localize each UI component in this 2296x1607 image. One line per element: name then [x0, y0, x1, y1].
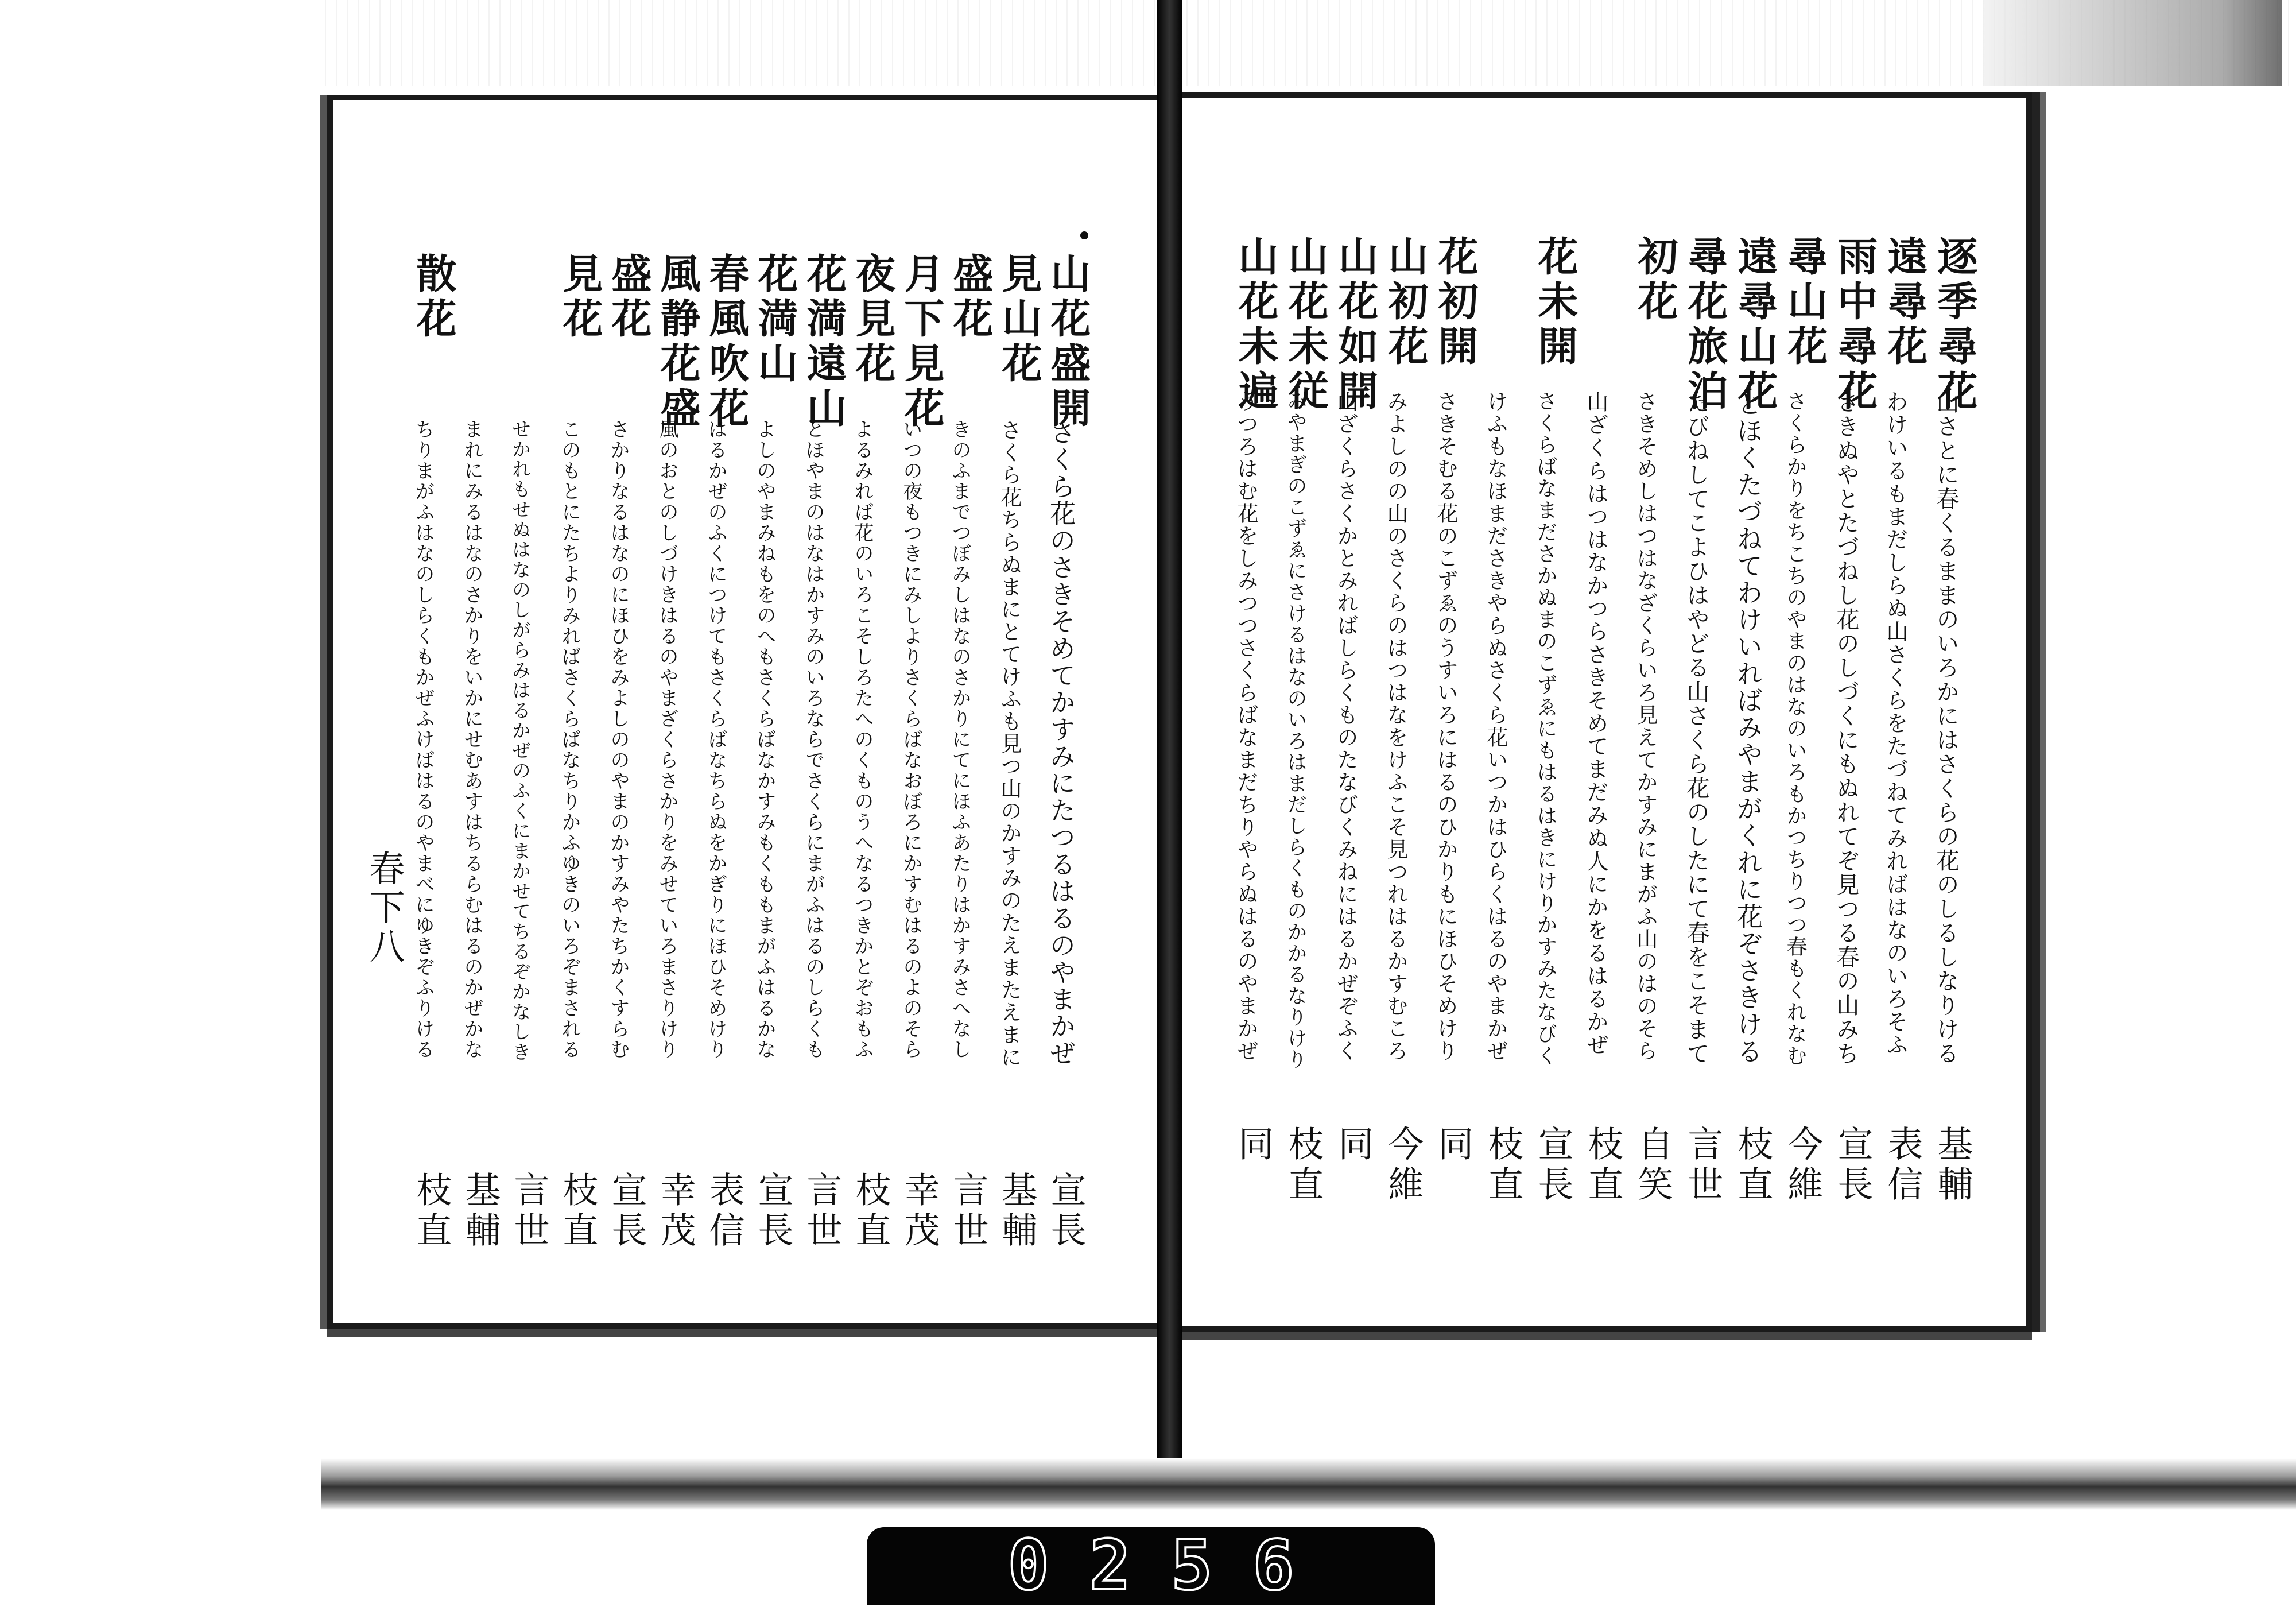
left-poet-name: 枝直	[557, 1171, 599, 1252]
left-poem-text: ちりまがふはなのしらくもかぜふけばはるのやまべにゆきぞふりける	[412, 419, 435, 1060]
right-poem-text: みやまぎのこずゑにさけるはなのいろはまだしらくものかかるなりけり	[1284, 390, 1307, 1070]
left-poem-text: さくら花のさきそめてかすみにたつるはるのやまかぜ	[1045, 419, 1076, 1067]
right-poem-text: さきそめしはつはなざくらいろ見えてかすみにまがふ山のはのそら	[1633, 390, 1658, 1062]
left-poem-text: いつの夜もつきにみしよりさくらばなおぼろにかすむはるのよのそら	[899, 419, 922, 1060]
right-poet-name: 枝直	[1732, 1125, 1774, 1206]
left-poet-name: 幸茂	[898, 1171, 940, 1252]
right-poem-text: 山ざくらさくかとみればしらくものたなびくみねにはるかぜぞふく	[1333, 390, 1358, 1062]
reel-number: 0256	[1007, 1526, 1335, 1606]
left-poem-title: 花満遠山	[800, 253, 848, 432]
right-poem-text: さくらかりをちこちのやまのはなのいろもかつちりつつ春もくれなむ	[1783, 390, 1807, 1067]
right-poem-title: 山花未従	[1282, 235, 1329, 415]
left-poem-text: まれにみるはなのさかりをいかにせむあすはちるらむはるのかぜかな	[460, 419, 483, 1060]
left-poet-name: 宣長	[606, 1171, 647, 1252]
reel-number-plate	[867, 1527, 1435, 1605]
right-poem-title: 遠尋花	[1881, 235, 1929, 370]
scan-base-shadow	[321, 1458, 2296, 1510]
left-poem-title: 散花	[410, 253, 457, 342]
right-poem-text: たびねしてこよひはやどる山さくら花のしたにて春をこそまて	[1683, 390, 1709, 1066]
left-poet-name: 幸茂	[654, 1171, 696, 1252]
right-poem-title: 山花未遍	[1232, 235, 1279, 415]
left-poet-name: 言世	[947, 1171, 989, 1252]
right-poem-title: 逐季尋花	[1931, 235, 1979, 415]
right-poet-name: 同	[1232, 1125, 1274, 1165]
left-poem-text: 風のおとのしづけきはるのやまざくらさかりをみせていろまさりけり	[656, 419, 678, 1060]
left-poem-text: せかれもせぬはなのしがらみはるかぜのふくにまかせてちるぞかなしき	[509, 419, 532, 1062]
right-poem-title: 山花如開	[1332, 235, 1379, 415]
left-poet-name: 基輔	[459, 1171, 501, 1252]
left-poem-text: よしのやまみねもをのへもさくらばなかすみもくももまがふはるかな	[753, 419, 776, 1060]
left-poem-title: 見山花	[995, 253, 1043, 387]
right-poet-name: 今維	[1782, 1125, 1824, 1206]
left-poem-title: 盛花	[947, 253, 994, 342]
ink-dot	[1080, 231, 1088, 239]
left-poet-name: 宣長	[1045, 1171, 1087, 1252]
right-poet-name: 宣長	[1832, 1125, 1874, 1206]
right-poem-text: さきぬやとたづねし花のしづくにもぬれてぞ見つる春の山みち	[1833, 390, 1859, 1066]
right-poem-title: 遠尋山花	[1731, 235, 1779, 415]
right-poet-name: 表信	[1882, 1125, 1923, 1206]
right-poem-text: みよしのの山のさくらのはつはなをけふこそ見つれはるかすむころ	[1383, 390, 1408, 1062]
right-poem-text: 山さとに春くるままのいろかにはさくらの花のしるしなりける	[1933, 390, 1959, 1066]
right-poet-name: 枝直	[1282, 1125, 1324, 1206]
left-poet-name: 言世	[508, 1171, 550, 1252]
left-poem-text: さかりなるはなのにほひをみよしののやまのかすみやたちかくすらむ	[607, 419, 630, 1060]
right-poet-name: 枝直	[1582, 1125, 1624, 1206]
right-poem-title: 雨中尋花	[1831, 235, 1879, 415]
left-poem-title: 春風吹花	[703, 253, 750, 432]
right-poem-title: 尋花旅泊	[1681, 235, 1729, 415]
book-gutter	[1157, 0, 1182, 1504]
right-poem-text: わけいるもまだしらぬ山さくらをたづねてみればはなのいろそふ	[1883, 390, 1908, 1056]
left-poem-text: とほやまのはなはかすみのいろならでさくらにまがふはるのしらくも	[802, 419, 825, 1060]
left-poet-name: 枝直	[850, 1171, 891, 1252]
left-poem-text: きのふまでつぼみしはなのさかりにてにほふあたりはかすみさへなし	[948, 419, 971, 1060]
page-label: 春下八	[363, 850, 405, 967]
left-poem-text: よるみれば花のいろこそしろたへのくものうへなるつきかとぞおもふ	[851, 419, 874, 1060]
right-poet-name: 同	[1432, 1125, 1474, 1165]
left-poet-name: 宣長	[752, 1171, 794, 1252]
right-poem-title: 花初開	[1432, 235, 1479, 370]
left-poem-title: 山花盛開	[1044, 253, 1092, 432]
left-poem-title: 花満山	[751, 253, 799, 387]
left-poem-text: はるかぜのふくにつけてもさくらばなちらぬをかぎりにほひそめけり	[704, 419, 727, 1060]
right-poem-title: 山初花	[1382, 235, 1429, 370]
left-poet-name: 基輔	[996, 1171, 1038, 1252]
right-poet-name: 自笑	[1632, 1125, 1674, 1206]
left-poem-text: さくら花ちらぬまにとてけふも見つ山のかすみのたえまたえまに	[997, 419, 1022, 1068]
right-poet-name: 宣長	[1532, 1125, 1574, 1206]
right-poem-text: さくらばなまださかぬまのこずゑにもはるはきにけりかすみたなびく	[1534, 390, 1557, 1067]
right-poem-text: うつろはむ花をしみつつさくらばなまだちりやらぬはるのやまかぜ	[1234, 390, 1258, 1062]
left-poem-title: 盛花	[605, 253, 653, 342]
left-poem-title: 見花	[556, 253, 604, 342]
right-poem-title: 花未開	[1531, 235, 1579, 370]
right-poem-text: けふもなほまださきやらぬさくら花いつかはひらくはるのやまかぜ	[1483, 390, 1508, 1062]
left-poem-text: このもとにたちよりみればさくらばなちりかふゆきのいろぞまされる	[558, 419, 581, 1060]
right-poem-title: 初花	[1631, 235, 1679, 325]
left-poem-title: 風静花盛	[654, 253, 701, 432]
right-poem-text: とほくたづねてわけいればみやまがくれに花ぞさきける	[1732, 390, 1763, 1065]
left-poet-name: 枝直	[410, 1171, 452, 1252]
left-poet-name: 言世	[801, 1171, 843, 1252]
right-poet-name: 今維	[1382, 1125, 1424, 1206]
right-poem-text: 山ざくらはつはなかつらさきそめてまだみぬ人にかをるはるかぜ	[1583, 390, 1608, 1056]
right-poem-title: 尋山花	[1781, 235, 1829, 370]
right-poem-text: さきそむる花のこずゑのうすいろにはるのひかりもにほひそめけり	[1433, 390, 1458, 1062]
left-poem-title: 夜見花	[849, 253, 897, 387]
right-poet-name: 言世	[1682, 1125, 1724, 1206]
right-poet-name: 基輔	[1932, 1125, 1973, 1206]
right-poet-name: 同	[1332, 1125, 1374, 1165]
right-poet-name: 枝直	[1482, 1125, 1524, 1206]
page-stack-edge	[1983, 0, 2282, 86]
left-poem-title: 月下見花	[898, 253, 945, 432]
left-poet-name: 表信	[703, 1171, 745, 1252]
